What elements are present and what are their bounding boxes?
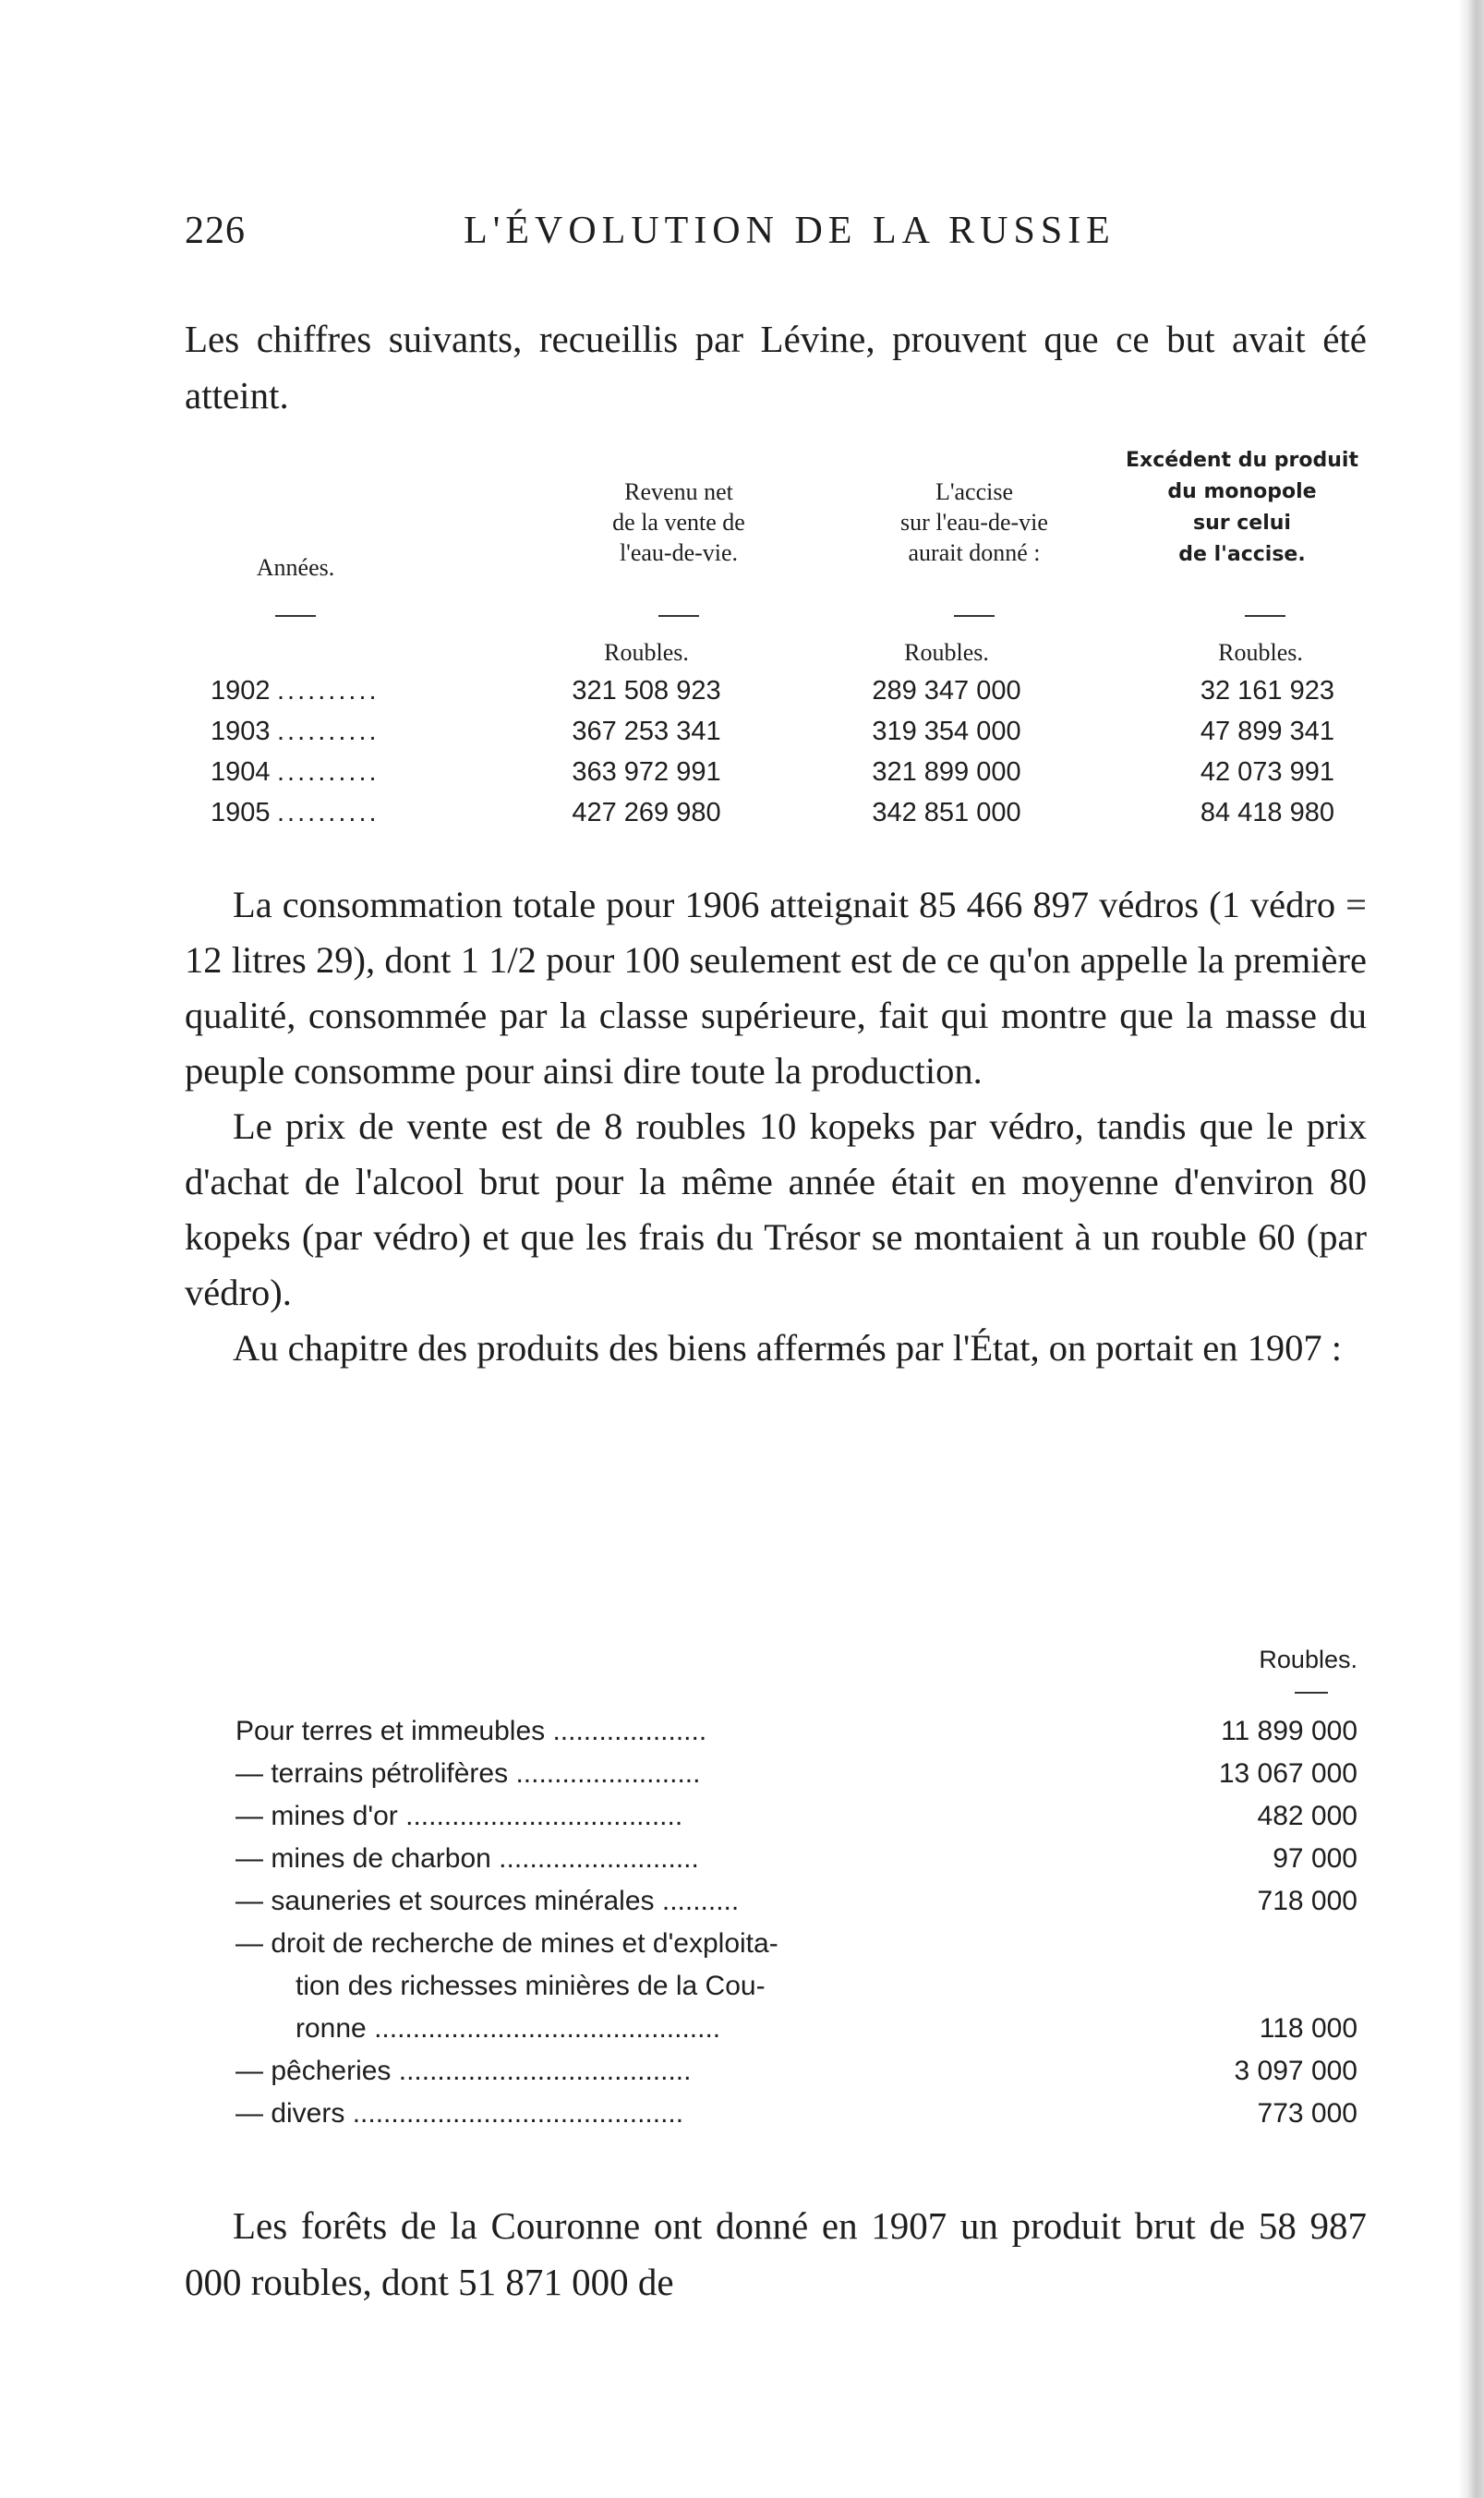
table-row — [185, 2056, 1367, 2098]
table-row — [185, 717, 1367, 759]
table-row — [185, 1758, 1367, 1801]
paragraph-price: Le prix de vente est de 8 roubles 10 kopeks par védro, tandis que le prix d'achat de l'alcool brut pour la même année était en moyenne d'environ 80 kopeks (par védro) et que les frais du Trésor se montaient à un rouble 60 (par védro). — [185, 1105, 1367, 1313]
row-label: — pêcheries ...................................... — [235, 2056, 692, 2086]
unit-label: Roubles. — [904, 639, 989, 666]
row-revenue: 363 972 991 — [572, 757, 721, 787]
header-rule — [1295, 1692, 1328, 1694]
row-value: 118 000 — [1259, 2013, 1357, 2044]
leader-dots: .......... — [277, 717, 380, 746]
row-revenue: 367 253 341 — [572, 717, 721, 746]
row-excise: 289 347 000 — [872, 676, 1021, 706]
row-excess: 47 899 341 — [1200, 717, 1334, 746]
row-label: — mines de charbon .......................... — [235, 1843, 699, 1874]
paragraph-state-goods: Au chapitre des produits des biens affermés par l'État, on portait en 1907 : — [233, 1327, 1342, 1369]
row-label: — divers ........................................... — [235, 2098, 684, 2129]
header-rule — [1245, 615, 1285, 617]
row-label: Pour terres et immeubles .................... — [235, 1716, 707, 1746]
row-label: — mines d'or .................................... — [235, 1801, 683, 1831]
leader-dots: .......... — [277, 798, 380, 827]
header-rule — [275, 615, 316, 617]
leader-dots: .......... — [277, 676, 380, 706]
row-label: tion des richesses minières de la Cou- — [296, 1971, 766, 2001]
table-row — [185, 1716, 1367, 1758]
table-row — [185, 1843, 1367, 1886]
row-value: 482 000 — [1257, 1801, 1357, 1831]
row-excise: 319 354 000 — [872, 717, 1021, 746]
paragraph-consumption: La consommation totale pour 1906 atteignait 85 466 897 védros (1 védro = 12 litres 29), dont 1 1/2 pour 100 seulement est de ce qu'on appelle la première qualité, consommée par la classe supérieure, fait qui montre que la masse du peuple consomme pour ainsi dire toute la production. — [185, 884, 1367, 1092]
running-title: L'ÉVOLUTION DE LA RUSSIE — [464, 210, 1116, 252]
row-excise: 342 851 000 — [872, 798, 1021, 827]
row-revenue: 321 508 923 — [572, 676, 721, 706]
header-rule — [658, 615, 699, 617]
table-row — [185, 757, 1367, 800]
intro-paragraph: Les chiffres suivants, recueillis par Lévine, prouvent que ce but avait été atteint. — [185, 318, 1367, 416]
unit-label: Roubles. — [604, 639, 689, 666]
col-header-excise: L'accise sur l'eau-de-vie aurait donné : — [900, 478, 1048, 566]
row-year: 1903 — [211, 717, 271, 746]
row-year: 1905 — [211, 798, 271, 827]
row-label: — terrains pétrolifères ........................ — [235, 1758, 701, 1789]
table-row — [185, 2098, 1367, 2141]
table-row — [185, 798, 1367, 840]
header-rule — [954, 615, 995, 617]
row-label: — droit de recherche de mines et d'exploita- — [235, 1928, 778, 1959]
col-header-revenue: Revenu net de la vente de l'eau-de-vie. — [612, 478, 745, 566]
row-excess: 42 073 991 — [1200, 757, 1334, 787]
leader-dots: .......... — [277, 757, 380, 787]
table-row — [185, 676, 1367, 718]
row-year: 1904 — [211, 757, 271, 787]
row-year: 1902 — [211, 676, 271, 706]
row-value: 3 097 000 — [1234, 2056, 1357, 2086]
running-head — [185, 209, 1367, 255]
table-row — [185, 2013, 1367, 2056]
row-excess: 32 161 923 — [1200, 676, 1334, 706]
table-row — [185, 1801, 1367, 1843]
row-label: ronne ............................................. — [296, 2013, 721, 2044]
row-excess: 84 418 980 — [1200, 798, 1334, 827]
row-value: 718 000 — [1257, 1886, 1357, 1916]
row-value: 773 000 — [1257, 2098, 1357, 2129]
row-excise: 321 899 000 — [872, 757, 1021, 787]
row-value: 13 067 000 — [1218, 1758, 1357, 1789]
row-revenue: 427 269 980 — [572, 798, 721, 827]
body-text — [185, 877, 1367, 1376]
alcohol-revenue-table — [185, 434, 1367, 845]
unit-label: Roubles. — [1218, 639, 1303, 666]
row-value: 97 000 — [1273, 1843, 1357, 1874]
state-goods-table — [185, 1635, 1367, 2170]
table-row — [185, 1971, 1367, 2013]
table-row — [185, 1928, 1367, 1971]
row-value: 11 899 000 — [1221, 1716, 1357, 1746]
col-header-year: Années. — [256, 554, 335, 581]
page-number: 226 — [185, 210, 246, 252]
unit-label: Roubles. — [1259, 1646, 1357, 1673]
col-header-excess: Excédent du produit du monopole sur celui de l'accise. — [1126, 449, 1358, 566]
row-label: — sauneries et sources minérales .......... — [235, 1886, 740, 1916]
closing-paragraph: Les forêts de la Couronne ont donné en 1907 un produit brut de 58 987 000 roubles, dont 51 871 000 de — [185, 2204, 1367, 2303]
table-row — [185, 1886, 1367, 1928]
